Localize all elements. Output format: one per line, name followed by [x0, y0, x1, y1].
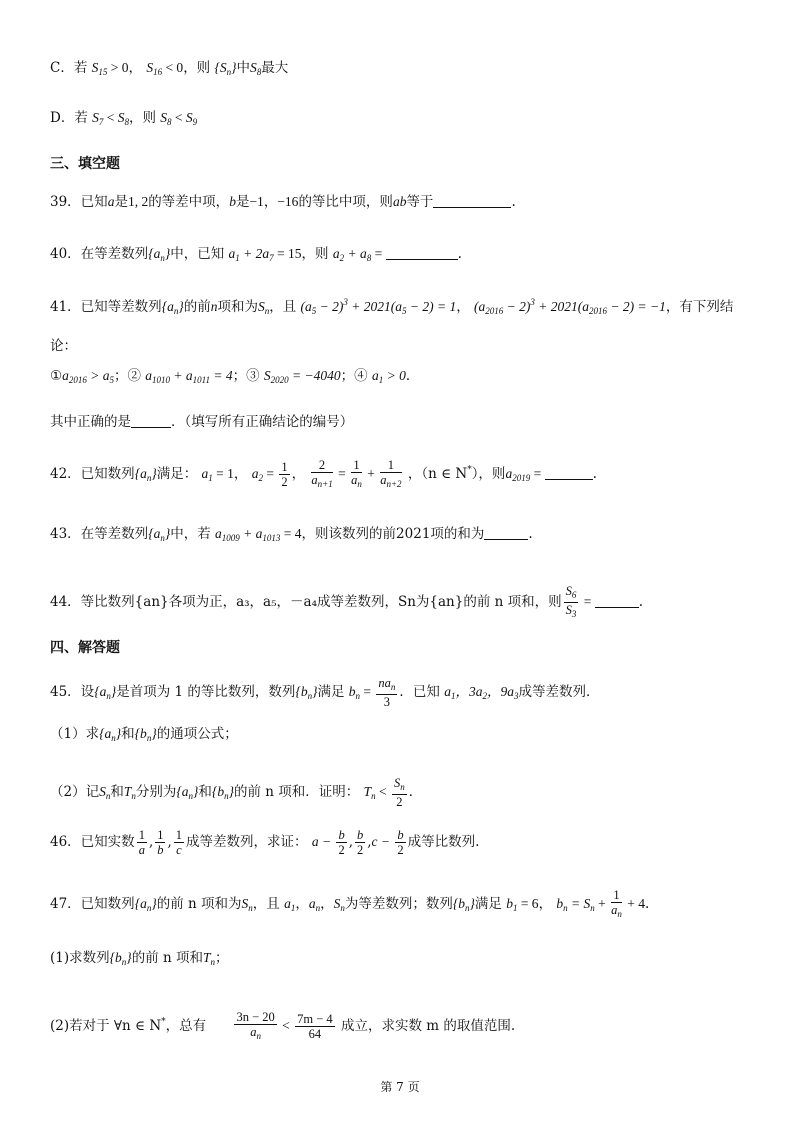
question-45-part2: （2）记$S_n$和$T_n$分别为$\{a_n\}$和$\{b_n\}$的前 n 项和．证明： $T_n$ < $\frac{S_n}{2}$ ． [50, 776, 423, 809]
question-45-part1: （1）求$\{a_n\}$和$\{b_n\}$的通项公式； [50, 726, 238, 743]
answer-blank[interactable] [433, 193, 511, 208]
question-47-part1: (1)求数列$\{b_n\}$的前 n 项和$T_n$； [50, 950, 229, 967]
question-45: 45．设$\{a_n\}$是首项为 1 的等比数列，数列$\{b_n\}$满足 $b_n$ = $\frac{na_n}{3}$ ．已知 $a_1$，$3a_2$，$9a_3$成等差数列． [50, 676, 600, 709]
question-41-prompt: 其中正确的是 ．（填写所有正确结论的编号） [50, 414, 354, 430]
section-heading-fill-blank: 三、填空题 [50, 156, 120, 172]
answer-blank[interactable] [484, 525, 528, 540]
answer-blank[interactable] [595, 593, 639, 608]
question-43: 43．在等差数列$\{a_n\}$中，若 $a_{1009} + a_{1013} = 4$，则该数列的前2021项的和为 . [50, 526, 533, 543]
question-41-conclusions: $①a_{2016} > a_5$；② $a_{1010} + a_{1011} = 4$；③ $S_{2020} = -4040$；④ $a_1 > 0$． [50, 368, 420, 385]
question-41: 41．已知等差数列$\{a_n\}$的前n项和为$S_n$，且 $(a_5 - 2)^3 + 2021(a_5 - 2) = 1$， $(a_{2016} - 2)^3 + 2021(a_{2016} - 2) = -1$，有下列结 [50, 297, 734, 316]
question-47: 47．已知数列$\{a_n\}$的前 n 项和为$S_n$，且 $a_1$，$a_n$，$S_n$为等差数列；数列$\{b_n\}$满足 $b_1 = 6$， $b_n = S_n$ + $\frac{1}{a_n}$ + 4. [50, 888, 650, 919]
page-footer: 第 7 页 [380, 1080, 420, 1094]
option-d: D．若 $S_7 < S_8$，则 $S_8 < S_9$ [50, 110, 198, 127]
answer-blank[interactable] [386, 245, 458, 260]
question-47-part2: (2)若对于 ∀n ∈ N*，总有 $\frac{3n - 20}{a_n}$ < $\frac{7m - 4}{64}$ 成立，求实数 m 的取值范围. [50, 1010, 516, 1041]
option-c: C．若 $S_{15} > 0$， $S_{16} < 0$，则 $\{S_n\}$中$S_8$最大 [50, 60, 289, 77]
question-40: 40．在等差数列$\{a_n\}$中，已知 $a_1 + 2a_7 = 15$，则 $a_2 + a_8$ = . [50, 246, 462, 263]
question-44: 44．等比数列{an}各项为正，a₃，a₅，－a₄成等差数列，Sn为{an}的前 n 项和，则 $\frac{S_6}{S_3}$ = . [50, 584, 644, 619]
section-heading-solution: 四、解答题 [50, 640, 120, 656]
question-42: 42．已知数列$\{a_n\}$满足： $a_1 = 1$， $a_2$ = $\frac{1}{2}$ ， $\frac{2}{a_{n+1}}$ = $\frac{1}{a_n}$ + $\frac{1}{a_{n+2}}$ ，（n ∈ N*），则$a_{2019}$ = . [50, 458, 597, 489]
question-46: 46．已知实数 $\frac{1}{a}$ , $\frac{1}{b}$ , $\frac{1}{c}$ 成等差数列，求证： a − $\frac{b}{2}$ , $\frac{b}{2}$ ,c − $\frac{b}{2}$ 成等比数列. [50, 828, 480, 857]
answer-blank[interactable] [545, 465, 593, 480]
question-39: 39．已知a是1, 2的等差中项，b是−1，−16的等比中项，则ab等于 . [50, 194, 516, 210]
question-41-cont: 论： [50, 338, 77, 354]
answer-blank[interactable] [131, 413, 171, 428]
